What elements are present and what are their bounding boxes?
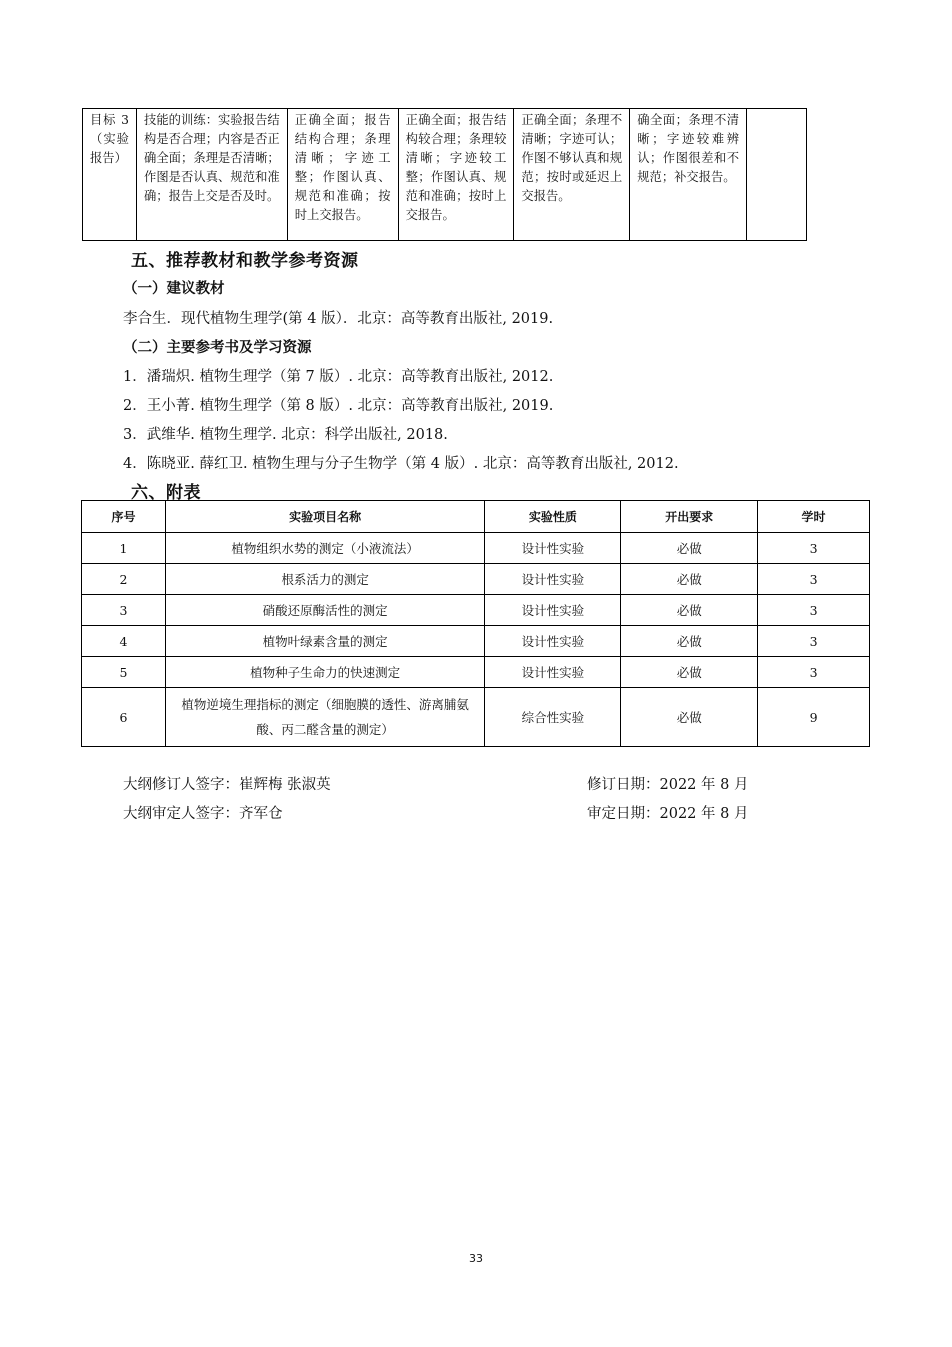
table-cell: 设计性实验 bbox=[485, 564, 621, 595]
table-cell: 植物叶绿素含量的测定 bbox=[165, 626, 485, 657]
reference-item: 3．武维华. 植物生理学. 北京：科学出版社, 2018. bbox=[123, 427, 448, 443]
table-cell: 3 bbox=[758, 595, 870, 626]
table-cell: 3 bbox=[758, 533, 870, 564]
column-header: 实验性质 bbox=[485, 501, 621, 533]
table-cell: 3 bbox=[758, 657, 870, 688]
table-row bbox=[82, 533, 870, 564]
section5-sub2: （二）主要参考书及学习资源 bbox=[123, 340, 312, 356]
table-cell: 3 bbox=[82, 595, 166, 626]
section5-sub1: （一）建议教材 bbox=[123, 281, 225, 297]
table-cell: 9 bbox=[758, 688, 870, 747]
table-cell: 必做 bbox=[621, 657, 758, 688]
table-cell: 5 bbox=[82, 657, 166, 688]
table-row bbox=[82, 564, 870, 595]
table-cell: 1 bbox=[82, 533, 166, 564]
table-cell: 必做 bbox=[621, 533, 758, 564]
column-header: 开出要求 bbox=[621, 501, 758, 533]
table-cell: 必做 bbox=[621, 595, 758, 626]
section5-title: 五、推荐教材和教学参考资源 bbox=[131, 251, 359, 271]
table-cell: 必做 bbox=[621, 564, 758, 595]
table-header-row bbox=[82, 501, 870, 533]
table-cell: 植物种子生命力的快速测定 bbox=[165, 657, 485, 688]
table-cell: 6 bbox=[82, 688, 166, 747]
table-cell: 3 bbox=[758, 564, 870, 595]
section6-title: 六、附表 bbox=[131, 483, 201, 503]
rubric-target-cell: 目标 3（实验报告） bbox=[83, 109, 137, 241]
review-date: 审定日期：2022 年 8 月 bbox=[587, 806, 749, 822]
table-cell: 硝酸还原酶活性的测定 bbox=[165, 595, 485, 626]
table-cell: 必做 bbox=[621, 626, 758, 657]
reviser-signature: 大纲修订人签字：崔辉梅 张淑英 bbox=[123, 777, 331, 793]
textbook-entry: 李合生．现代植物生理学(第 4 版）．北京：高等教育出版社, 2019. bbox=[123, 311, 554, 327]
appendix-table bbox=[81, 500, 870, 747]
page-number: 33 bbox=[469, 1252, 483, 1265]
table-cell: 设计性实验 bbox=[485, 533, 621, 564]
table-row bbox=[82, 626, 870, 657]
table-cell: 植物逆境生理指标的测定（细胞膜的透性、游离脯氨酸、丙二醛含量的测定） bbox=[165, 688, 485, 747]
rubric-grade-b-cell: 正确全面；报告结构较合理；条理较清晰；字迹较工整；作图认真、规范和准确；按时上交报告。 bbox=[398, 109, 514, 241]
revise-date: 修订日期：2022 年 8 月 bbox=[587, 777, 749, 793]
rubric-grade-e-cell bbox=[747, 109, 807, 241]
rubric-grade-d-cell: 确全面；条理不清晰；字迹较难辨认；作图很差和不规范；补交报告。 bbox=[630, 109, 747, 241]
table-cell: 设计性实验 bbox=[485, 657, 621, 688]
table-row bbox=[83, 109, 807, 241]
table-cell: 植物组织水势的测定（小液流法） bbox=[165, 533, 485, 564]
reference-item: 4．陈晓亚. 薛红卫. 植物生理与分子生物学（第 4 版）. 北京：高等教育出版社, 2012. bbox=[123, 456, 679, 472]
table-cell: 设计性实验 bbox=[485, 595, 621, 626]
table-cell: 4 bbox=[82, 626, 166, 657]
table-cell: 必做 bbox=[621, 688, 758, 747]
reference-item: 1．潘瑞炽. 植物生理学（第 7 版）. 北京：高等教育出版社, 2012. bbox=[123, 369, 554, 385]
table-row bbox=[82, 688, 870, 747]
table-row bbox=[82, 657, 870, 688]
rubric-skill-cell: 技能的训练：实验报告结构是否合理；内容是否正确全面；条理是否清晰；作图是否认真、规范和准确；报告上交是否及时。 bbox=[136, 109, 287, 241]
table-cell: 综合性实验 bbox=[485, 688, 621, 747]
column-header: 序号 bbox=[82, 501, 166, 533]
column-header: 实验项目名称 bbox=[165, 501, 485, 533]
rubric-grade-a-cell: 正确全面；报告结构合理；条理清晰；字迹工整；作图认真、规范和准确；按时上交报告。 bbox=[287, 109, 398, 241]
table-cell: 根系活力的测定 bbox=[165, 564, 485, 595]
rubric-table bbox=[82, 108, 807, 241]
table-cell: 2 bbox=[82, 564, 166, 595]
table-cell: 设计性实验 bbox=[485, 626, 621, 657]
rubric-grade-c-cell: 正确全面；条理不清晰；字迹可认；作图不够认真和规范；按时或延迟上交报告。 bbox=[514, 109, 630, 241]
reviewer-signature: 大纲审定人签字：齐军仓 bbox=[123, 806, 283, 822]
reference-item: 2．王小菁. 植物生理学（第 8 版）. 北京：高等教育出版社, 2019. bbox=[123, 398, 554, 414]
table-row bbox=[82, 595, 870, 626]
table-cell: 3 bbox=[758, 626, 870, 657]
column-header: 学时 bbox=[758, 501, 870, 533]
